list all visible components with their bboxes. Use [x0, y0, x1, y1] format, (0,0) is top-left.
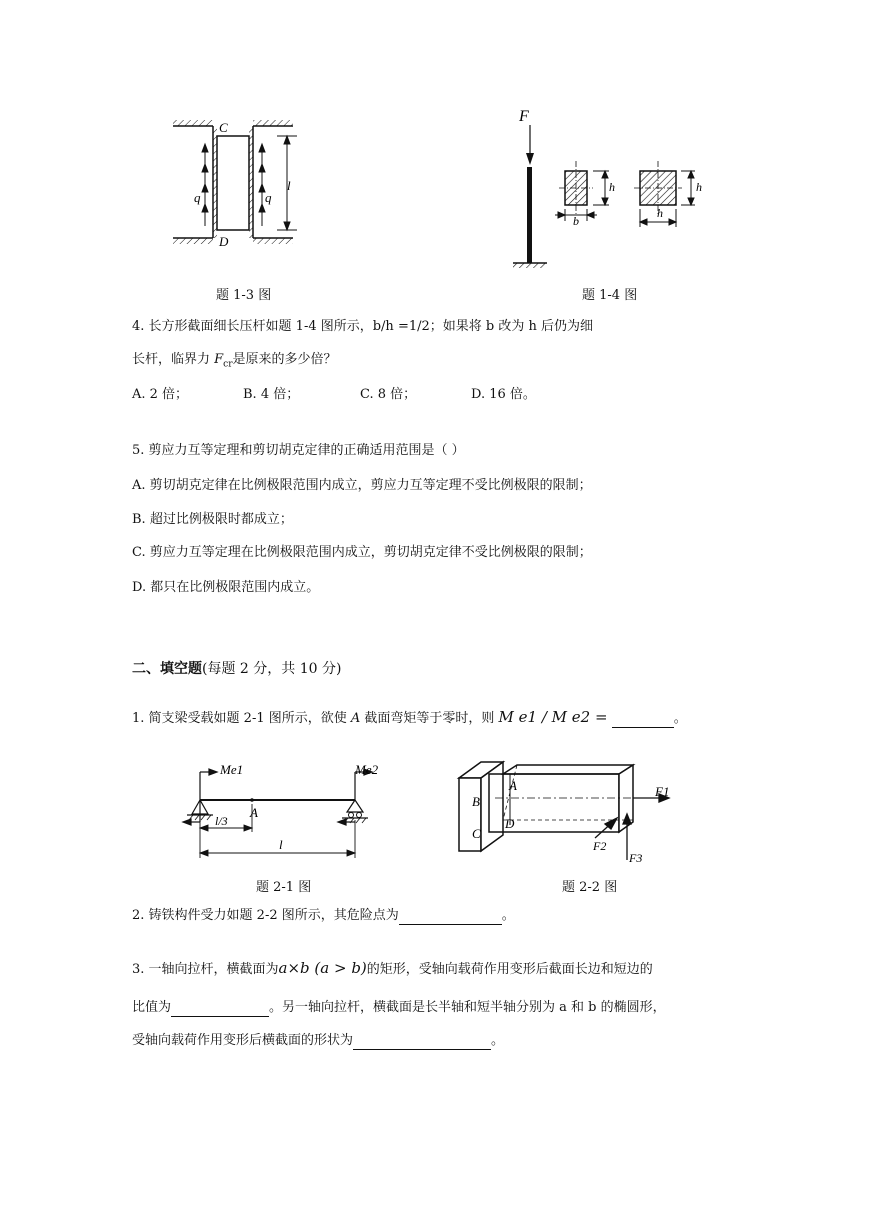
fig13-label-D: D — [219, 234, 229, 249]
q5-option-c: C. 剪应力互等定理在比例极限范围内成立，剪切胡克定律不受比例极限的限制； — [132, 545, 592, 560]
f3-line1-post: 的矩形，受轴向载荷作用变形后截面长边和短边的 — [366, 962, 653, 977]
f3-line2 — [132, 999, 666, 1017]
f1-A: A — [350, 711, 361, 726]
figure-1-4 — [505, 105, 710, 275]
f3-line2-post: 。另一轴向拉杆，横截面是长半轴和短半轴分别为 a 和 b 的椭圆形， — [269, 1000, 666, 1015]
q4-Fcr-F: F — [214, 352, 224, 367]
fig22-label-F3: F3 — [629, 851, 643, 865]
fig22-label-D: D — [505, 816, 515, 831]
fig22-label-A: A — [509, 778, 517, 793]
fig21-label-Me2: Me2 — [355, 762, 379, 777]
q4-Fcr-sub: cr — [223, 359, 233, 370]
f3-answer-blank-1[interactable] — [171, 1002, 269, 1017]
caption-fig-1-4: 题 1-4 图 — [582, 288, 638, 303]
figure-1-3 — [165, 110, 305, 260]
q5-stem: 5. 剪应力互等定理和剪切胡克定律的正确适用范围是（ ） — [132, 443, 465, 458]
fig21-label-Me1: Me1 — [220, 762, 244, 777]
f1-formula: M e1 / M e2 = — [498, 708, 608, 726]
caption-fig-2-2: 题 2-2 图 — [562, 880, 618, 895]
f3-formula: a×b (a > b) — [278, 959, 367, 977]
fig13-label-q-right: q — [265, 190, 272, 205]
section-2-title: 二、填空题 — [132, 661, 202, 677]
f1-pre: 1. 简支梁受载如题 2-1 图所示，欲使 — [132, 711, 351, 726]
f1-answer-blank[interactable] — [612, 713, 674, 728]
q5-option-b: B. 超过比例极限时都成立； — [132, 512, 293, 527]
section-2-heading — [132, 660, 341, 678]
q4-stem-line2 — [132, 351, 337, 374]
f3-line3-post: 。 — [491, 1033, 505, 1048]
caption-fig-2-1: 题 2-1 图 — [256, 880, 312, 895]
fig22-label-F2: F2 — [593, 839, 607, 853]
q4-option-b: B. 4 倍； — [243, 387, 300, 402]
fig14-label-b: b — [573, 214, 579, 228]
q4-line2-post: 是原来的多少倍？ — [232, 352, 337, 367]
f2-post: 。 — [501, 908, 515, 923]
f3-line1 — [132, 959, 653, 979]
fig14-label-h3: h — [657, 206, 663, 220]
f3-line3 — [132, 1032, 504, 1050]
fig21-label-l: l — [279, 837, 283, 852]
q4-option-c: C. 8 倍； — [360, 387, 417, 402]
fig13-label-C: C — [219, 120, 228, 135]
figure-2-2 — [455, 752, 675, 872]
f3-line1-pre: 3. 一轴向拉杆，横截面为 — [132, 962, 279, 977]
f1-stem — [132, 708, 687, 728]
q5-option-a: A. 剪切胡克定律在比例极限范围内成立，剪应力互等定理不受比例极限的限制； — [132, 478, 592, 493]
f3-line3-pre: 受轴向载荷作用变形后横截面的形状为 — [132, 1033, 354, 1048]
fig21-label-A: A — [250, 805, 258, 820]
fig22-label-F1: F1 — [655, 784, 670, 799]
fig13-label-q-left: q — [194, 190, 201, 205]
caption-fig-1-3: 题 1-3 图 — [216, 288, 272, 303]
q4-option-d: D. 16 倍。 — [471, 387, 536, 402]
f3-line2-pre: 比值为 — [132, 1000, 172, 1015]
q4-option-a: A. 2 倍； — [132, 387, 189, 402]
fig22-label-C: C — [472, 826, 481, 841]
f2-answer-blank[interactable] — [399, 910, 502, 925]
f2-pre: 2. 铸铁构件受力如题 2-2 图所示，其危险点为 — [132, 908, 399, 923]
q4-line2-pre: 长杆，临界力 — [132, 352, 215, 367]
f1-post: 。 — [673, 711, 687, 726]
f1-mid: 截面弯矩等于零时，则 — [360, 711, 499, 726]
q5-option-d: D. 都只在比例极限范围内成立。 — [132, 580, 320, 595]
fig21-label-l3: l/3 — [215, 814, 228, 828]
f2-stem — [132, 907, 515, 925]
fig14-label-h2: h — [696, 180, 702, 194]
figure-2-1 — [175, 758, 385, 868]
f3-answer-blank-2[interactable] — [353, 1035, 491, 1050]
q4-stem-line1: 4. 长方形截面细长压杆如题 1-4 图所示，b/h =1/2；如果将 b 改为 h 后仍为细 — [132, 319, 593, 334]
section-2-scoring: (每题 2 分，共 10 分) — [202, 661, 342, 677]
fig13-label-l: l — [287, 178, 291, 193]
fig14-label-h1: h — [609, 180, 615, 194]
fig14-label-F: F — [519, 108, 529, 125]
fig22-label-B: B — [472, 794, 480, 809]
